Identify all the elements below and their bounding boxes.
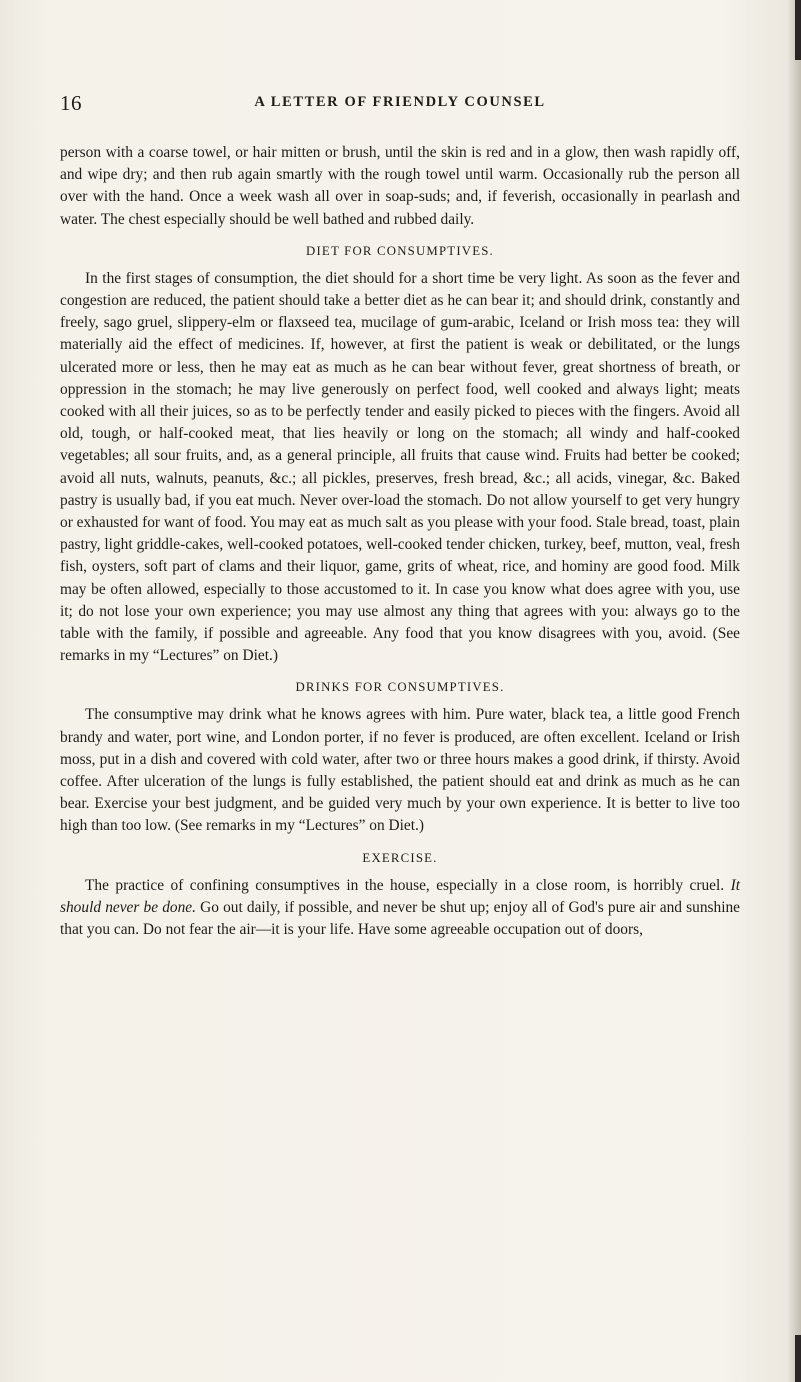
drinks-paragraph: The consumptive may drink what he knows agrees with him. Pure water, black tea, a little good French brandy and water, port wine, and London porter, if no fever is produced, are often excellent. Iceland or Irish moss, put in a dish and covered with cold water, after two or three hours makes a good drink, if thirsty. Avoid coffee. After ulceration of the lungs is fully established, the patient should eat and drink as much as he can bear. Exercise your best judgment, and be guided very much by your own experience. It is better to live too high than too low. (See remarks in my “Lectures” on Diet.)	[60, 706, 740, 835]
exercise-text-after: Go out daily, if possible, and never be shut up; enjoy all of God's pure air and sunshine that you can. Do not fear the air—it is your life. Have some agreeable occupation out of doors,	[60, 898, 740, 939]
page-number: 16	[60, 91, 82, 115]
exercise-emphasis: It should never be done.	[60, 876, 740, 916]
drinks-heading: DRINKS FOR CONSUMPTIVES.	[295, 680, 505, 695]
page-body	[60, 142, 740, 941]
page-edge-mark-top	[795, 0, 801, 60]
running-title: A LETTER OF FRIENDLY COUNSEL	[254, 94, 546, 110]
exercise-heading: EXERCISE.	[362, 850, 438, 865]
exercise-text-before: The practice of confining consumptives in the house, especially in a close room, is horribly cruel.	[85, 876, 725, 894]
diet-heading: DIET FOR CONSUMPTIVES.	[306, 243, 494, 258]
exercise-paragraph	[60, 875, 740, 942]
diet-paragraph: In the first stages of consumption, the diet should for a short time be very light. As soon as the fever and congestion are reduced, the patient should take a better diet as he can bear it; and should drink, constantly and freely, sago gruel, slippery-elm or flaxseed tea, mucilage of gum-arabic, Iceland or Irish moss tea: they will materially aid the effect of medicines. If, however, at first the patient is weak or debilitated, or the lungs ulcerated more or less, then he may eat as much as he can bear without fever, great shortness of breath, or oppression in the stomach; he may live generously on perfect food, well cooked and always light; meats cooked with all their juices, so as to be perfectly tender and easily picked to pieces with the fingers. Avoid all old, tough, or half-cooked meat, that lies heavily or long on the stomach; all windy and half-cooked vegetables; all sour fruits, and, as a general principle, all fruits that cause wind. Fruits had better be cooked; avoid all nuts, walnuts, peanuts, &c.; all pickles, preserves, fresh bread, &c.; all acids, vinegar, &c. Baked pastry is usually bad, if you eat much. Never over-load the stomach. Do not allow yourself to get very hungry or exhausted for want of food. You may eat as much salt as you please with your food. Stale bread, toast, plain pastry, light griddle-cakes, well-cooked potatoes, well-cooked tender chicken, turkey, beef, mutton, veal, fresh fish, oysters, soft part of clams and their liquor, game, grits of wheat, rice, and hominy are good food. Milk may be often allowed, especially to those accustomed to it. In case you know what does agree with you, use it; do not lose your own experience; you may use almost any thing that agrees with you: always go to the table with the family, if possible and agreeable. Any food that you know disagrees with you, avoid. (See remarks in my “Lectures” on Diet.)	[60, 269, 740, 665]
page-header	[60, 91, 740, 117]
page-edge-shadow	[787, 0, 801, 1382]
intro-paragraph: person with a coarse towel, or hair mitten or brush, until the skin is red and in a glow, then wash rapidly off, and wipe dry; and then rub again smartly with the rough towel until warm. Occasionally rub the person all over with the hand. Once a week wash all over in soap-suds; and, if feverish, occasionally in pearlash and water. The chest especially should be well bathed and rubbed daily.	[60, 144, 740, 228]
page-edge-mark-bottom	[795, 1335, 801, 1382]
